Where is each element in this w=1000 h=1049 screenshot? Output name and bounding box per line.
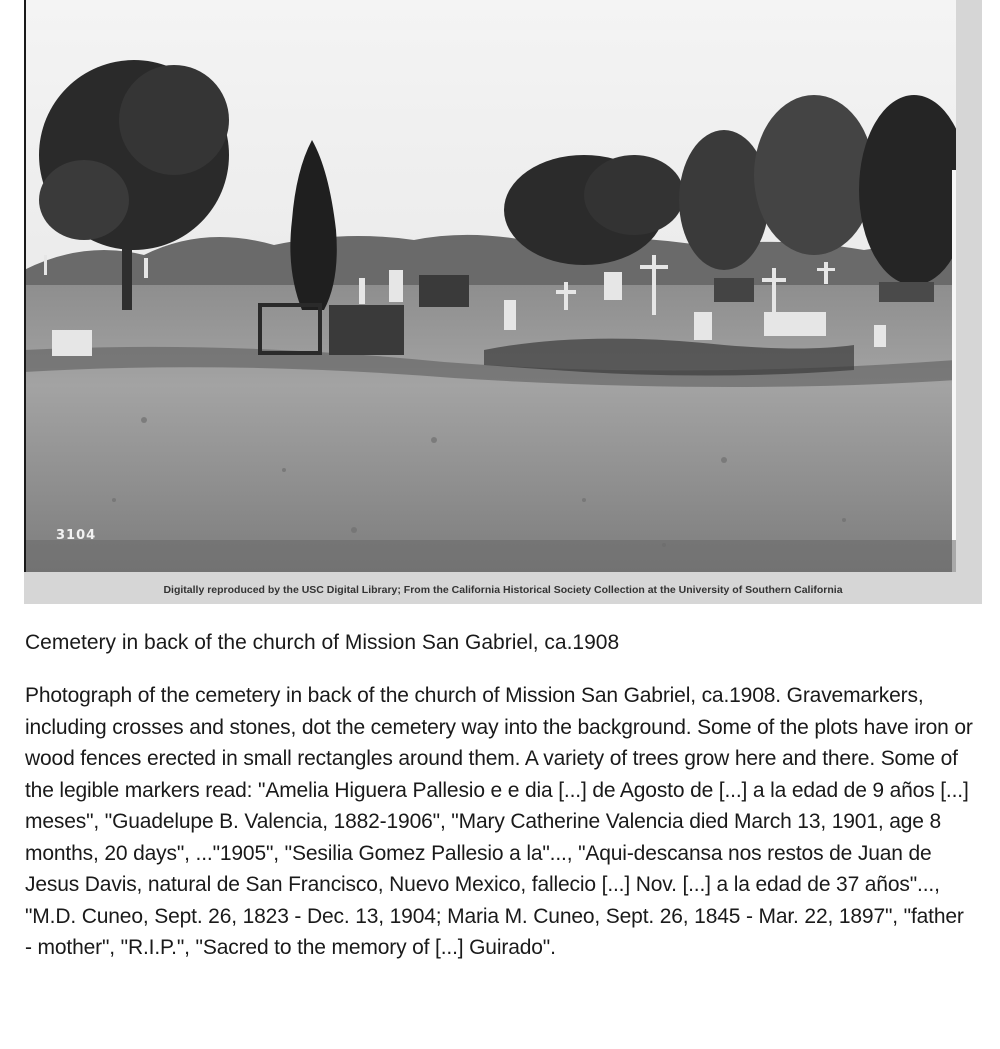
photo-credit: Digitally reproduced by the USC Digital Library; From the California Historical Society Collection at the University of Southern California (163, 584, 843, 596)
photo-description: Photograph of the cemetery in back of the church of Mission San Gabriel, ca.1908. Gravemarkers, including crosses and stones, dot the cemetery way into the background. Some of the plots have iron or wood fences erected in small rectangles around them. A variety of trees grow here and there. Some of the legible markers read: "Amelia Higuera Pallesio e e dia [...] de Agosto de [...] a la edad de 9 años [...] meses", "Guadelupe B. Valencia, 1882-1906", "Mary Catherine Valencia died March 13, 1901, age 8 months, 20 days", ..."1905", "Sesilia Gomez Pallesio a la"..., "Aqui-descansa nos restos de Juan de Jesus Davis, natural de San Francisco, Nuevo Mexico, fallecio [...] Nov. [...] a la edad de 37 años"..., "M.D. Cuneo, Sept. 26, 1823 - Dec. 13, 1904; Maria M. Cuneo, Sept. 26, 1845 - Mar. 22, 1897", "father - mother", "R.I.P.", "Sacred to the memory of [...] Guirado". (25, 684, 973, 959)
photo-caption: Cemetery in back of the church of Mission San Gabriel, ca.1908 (25, 631, 620, 654)
plate-number: 3104 (56, 528, 97, 543)
cemetery-photo-image (24, 0, 956, 572)
cemetery-photograph (24, 0, 956, 572)
photo-frame (24, 0, 982, 604)
